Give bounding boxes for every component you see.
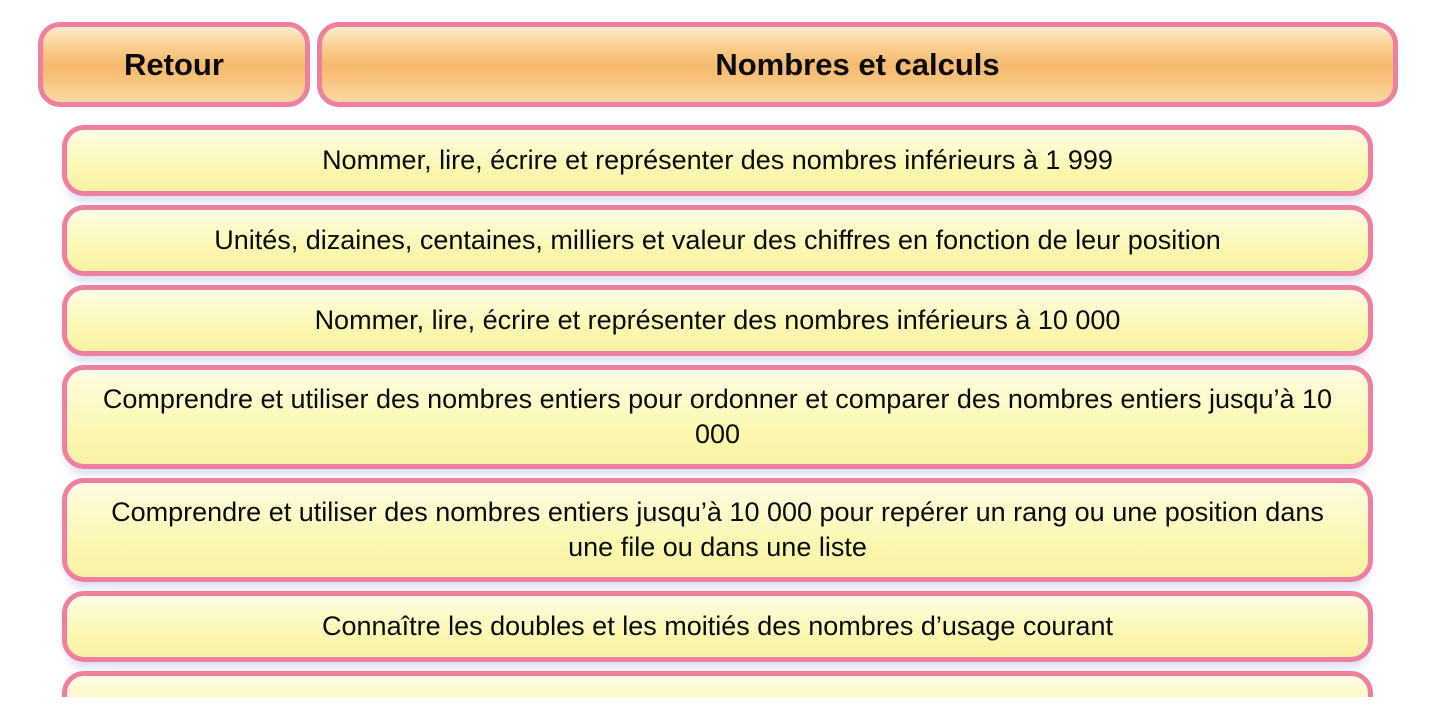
topic-item-2[interactable]: Unités, dizaines, centaines, milliers et valeur des chiffres en fonction de leur position xyxy=(62,205,1373,276)
back-button[interactable]: Retour xyxy=(38,22,310,107)
topic-list xyxy=(62,125,1373,697)
topic-item-1[interactable]: Nommer, lire, écrire et représenter des nombres inférieurs à 1 999 xyxy=(62,125,1373,196)
topic-item-5[interactable]: Comprendre et utiliser des nombres entiers jusqu’à 10 000 pour repérer un rang ou une position dans une file ou dans une liste xyxy=(62,478,1373,582)
topic-item-7-partial[interactable] xyxy=(62,671,1373,697)
topic-item-3[interactable]: Nommer, lire, écrire et représenter des nombres inférieurs à 10 000 xyxy=(62,285,1373,356)
topic-item-6[interactable]: Connaître les doubles et les moitiés des nombres d’usage courant xyxy=(62,591,1373,662)
topic-item-4[interactable]: Comprendre et utiliser des nombres entiers pour ordonner et comparer des nombres entiers jusqu’à 10 000 xyxy=(62,365,1373,469)
header-row xyxy=(0,0,1440,107)
page-title: Nombres et calculs xyxy=(317,22,1398,107)
